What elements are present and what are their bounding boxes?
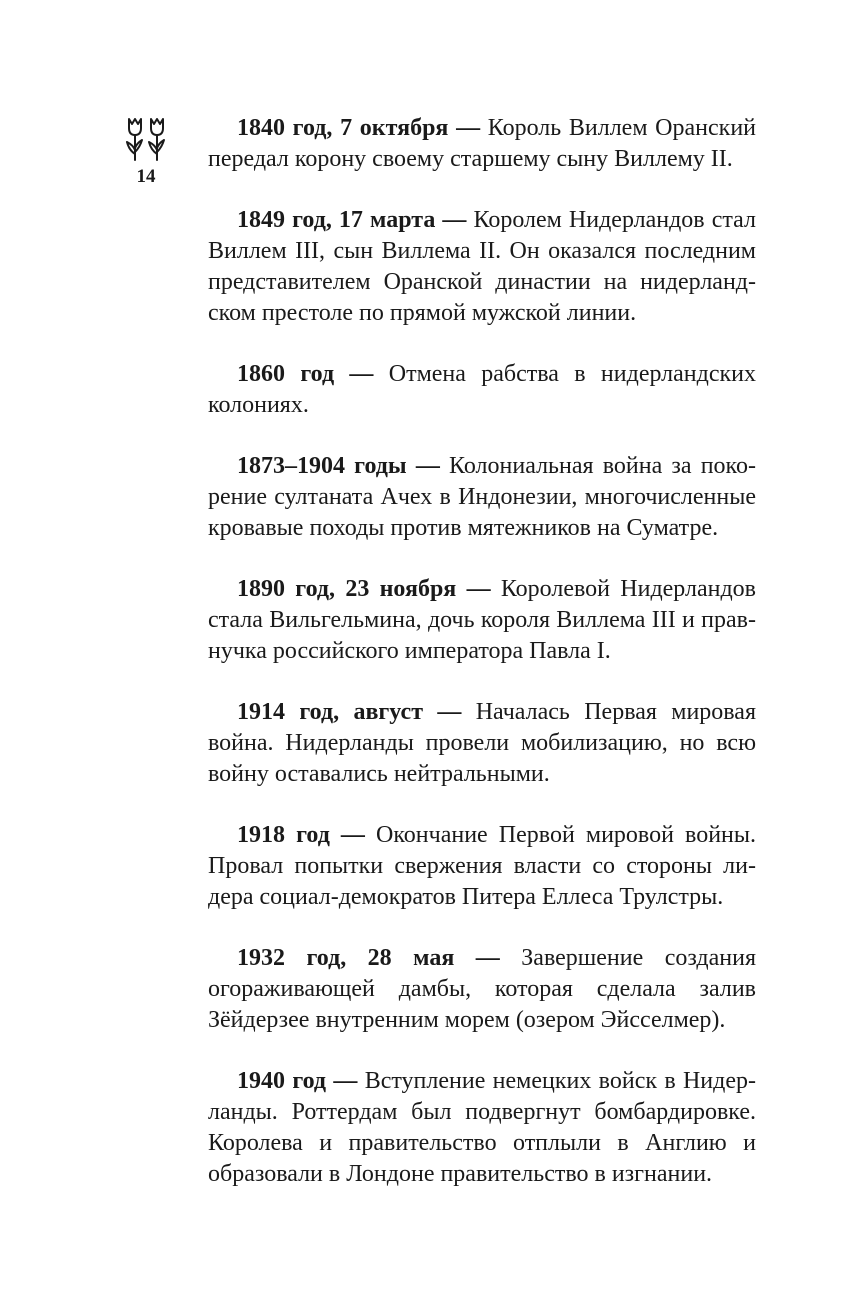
tulips-icon	[122, 116, 170, 162]
entry-date: 1932 год, 28 мая —	[237, 945, 500, 971]
entry-text: Завершение создания огораживающей дамбы, которая сделала залив Зёйдерзее внутренним морем (озером Эйсселмер).	[208, 945, 757, 1033]
chronology-entry-1932	[208, 943, 756, 1036]
entry-text: Колониальная война за покорение султаната Ачех в Индонезии, многочисленные кровавые походы против мятежников на Суматре.	[208, 453, 757, 541]
entry-date: 1873–1904 годы —	[237, 453, 440, 479]
entry-text: Вступление немецких войск в Нидерланды. Роттердам был подвергнут бомбардировке. Королева и правительство отплыли в Англию и образовали в Лондоне правительство в изгнании.	[208, 1068, 757, 1187]
page-number: 14	[136, 166, 156, 187]
entry-text: Началась Первая мировая война. Нидерланды провели мобилизацию, но всю войну оставались нейтральными.	[208, 699, 756, 787]
entry-text: Королем Нидерландов стал Виллем III, сын Виллема II. Он оказался последним представителем Оранской династии на нидерландском престоле по прямой мужской линии.	[208, 207, 757, 326]
chronology-entry-1840	[208, 113, 756, 175]
entry-date: 1860 год —	[237, 361, 374, 387]
chronology-entry-1940	[208, 1066, 756, 1190]
chronology-entry-1890	[208, 574, 756, 667]
page-marker	[120, 116, 172, 188]
chronology-entry-1849	[208, 205, 756, 329]
entry-date: 1914 год, август —	[237, 699, 462, 725]
entry-text: Король Виллем Оранский передал корону своему старшему сыну Виллему II.	[208, 115, 757, 172]
chronology-text	[208, 113, 756, 1220]
chronology-entry-1873	[208, 451, 756, 544]
entry-date: 1840 год, 7 октября —	[237, 115, 481, 141]
entry-date: 1940 год —	[237, 1068, 358, 1094]
chronology-entry-1914	[208, 697, 756, 790]
entry-text: Королевой Нидерландов стала Вильгельмина, дочь короля Виллема III и правнучка российского императора Павла I.	[208, 576, 756, 664]
entry-date: 1918 год —	[237, 822, 365, 848]
entry-text: Окончание Первой мировой войны. Провал попытки свержения власти со стороны лидера социал-демократов Питера Еллеса Трулстры.	[208, 822, 757, 910]
entry-text: Отмена рабства в нидерландских колониях.	[208, 361, 757, 418]
chronology-entry-1860	[208, 359, 756, 421]
entry-date: 1890 год, 23 ноября —	[237, 576, 491, 602]
entry-date: 1849 год, 17 марта —	[237, 207, 467, 233]
chronology-entry-1918	[208, 820, 756, 913]
